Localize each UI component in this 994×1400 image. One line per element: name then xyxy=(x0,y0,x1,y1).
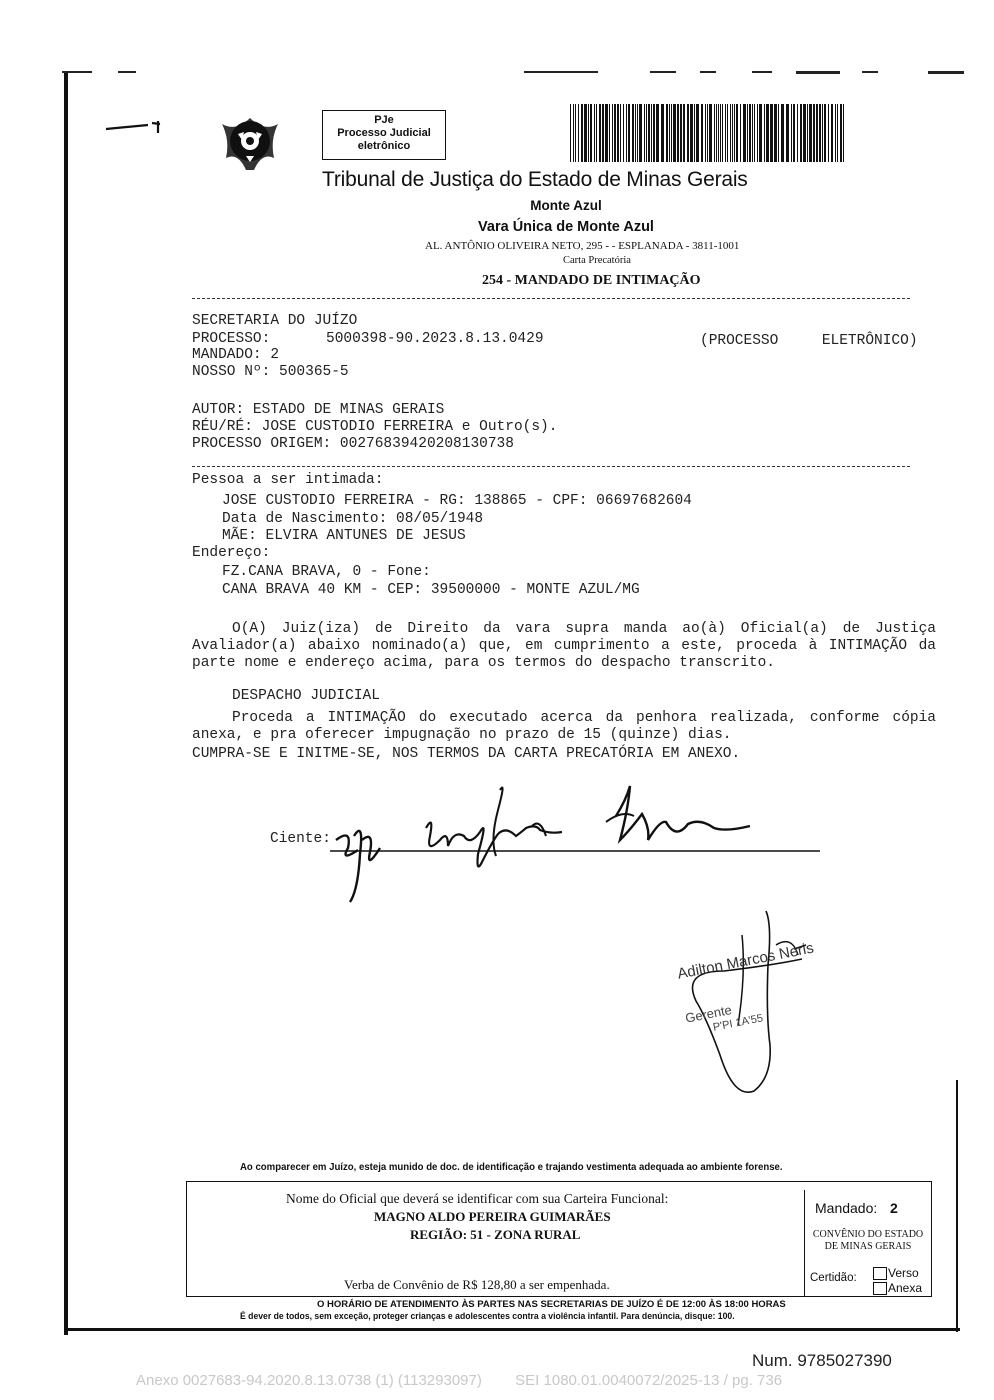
comarca-name: Monte Azul xyxy=(530,198,602,213)
endereco-label: Endereço: xyxy=(192,545,271,561)
coat-of-arms-icon xyxy=(216,112,284,174)
page-left-border xyxy=(64,73,68,1335)
oficial-name: MAGNO ALDO PEREIRA GUIMARÃES xyxy=(374,1209,611,1224)
convenio-line-1: CONVÊNIO DO ESTADO xyxy=(812,1229,924,1240)
dever-line: É dever de todos, sem exceção, proteger crianças e adolescentes contra a violência infantil. Para denúncia, disque: 100. xyxy=(240,1311,735,1321)
certidao-options xyxy=(873,1266,922,1296)
carta-precatoria-label: Carta Precatória xyxy=(563,255,631,266)
convenio-text xyxy=(804,1229,932,1253)
pessoa-birth-line: Data de Nascimento: 08/05/1948 xyxy=(222,511,484,527)
processo-origem-line: PROCESSO ORIGEM: 00276839420208130738 xyxy=(192,436,514,452)
address-line-1: FZ.CANA BRAVA, 0 - Fone: xyxy=(222,564,431,580)
verso-checkbox[interactable] xyxy=(873,1267,887,1280)
nosso-numero-line: NOSSO Nº: 500365-5 xyxy=(192,364,349,380)
stamp-line-1: Adilton Marcos Neris xyxy=(676,939,816,983)
mandado-label: Mandado: xyxy=(815,1200,878,1216)
pessoa-mae-line: MÃE: ELVIRA ANTUNES DE JESUS xyxy=(222,528,466,544)
certidao-label: Certidão: xyxy=(810,1272,857,1284)
anexa-label: Anexa xyxy=(888,1281,923,1295)
secretaria-line: SECRETARIA DO JUÍZO xyxy=(192,313,358,329)
autor-line: AUTOR: ESTADO DE MINAS GERAIS xyxy=(192,402,445,418)
vara-name: Vara Única de Monte Azul xyxy=(478,219,654,235)
verso-label: Verso xyxy=(888,1266,919,1280)
reu-line: RÉU/RÉ: JOSE CUSTODIO FERREIRA e Outro(s). xyxy=(192,419,558,435)
verba-line: Verba de Convênio de R$ 128,80 a ser empenhada. xyxy=(344,1277,610,1292)
stamp-line-3: P'PI 1A'55 xyxy=(712,1012,765,1034)
signature-stamp xyxy=(656,905,856,1100)
separator-top xyxy=(192,298,910,299)
pje-line3: eletrônico xyxy=(357,140,411,152)
page-right-border xyxy=(956,1080,958,1332)
convenio-line-2: DE MINAS GERAIS xyxy=(824,1241,912,1252)
pessoa-name-line: JOSE CUSTODIO FERREIRA - RG: 138865 - CPF: 06697682604 xyxy=(222,493,692,509)
processo-label: PROCESSO: xyxy=(192,331,271,347)
mandado-number: 2 xyxy=(890,1200,898,1216)
pen-mark xyxy=(100,115,170,141)
document-num: Num. 9785027390 xyxy=(752,1351,892,1370)
pessoa-heading: Pessoa a ser intimada: xyxy=(192,472,384,488)
oficial-regiao: REGIÃO: 51 - ZONA RURAL xyxy=(410,1227,581,1242)
despacho-title: DESPACHO JUDICIAL xyxy=(232,688,380,704)
horario-line: O HORÁRIO DE ATENDIMENTO ÀS PARTES NAS SECRETARIAS DE JUÍZO É DE 12:00 ÀS 18:00 HORAS xyxy=(317,1299,786,1310)
processo-tipo: (PROCESSO ELETRÔNICO) xyxy=(700,333,918,349)
mandado-title: 254 - MANDADO DE INTIMAÇÃO xyxy=(482,273,701,288)
pje-badge xyxy=(322,110,446,160)
barcode xyxy=(570,104,846,162)
ciente-label: Ciente: xyxy=(270,831,331,847)
separator-middle xyxy=(192,466,910,467)
cumpra-line: CUMPRA-SE E INITME-SE, NOS TERMOS DA CARTA PRECATÓRIA EM ANEXO. xyxy=(192,746,741,762)
court-title: Tribunal de Justiça do Estado de Minas Gerais xyxy=(322,168,748,191)
intimacao-paragraph: O(A) Juiz(iza) de Direito da vara supra manda ao(à) Oficial(a) de Justiça Avaliador(a) abaixo nominado(a) que, em cumprimento a este, proceda à INTIMAÇÃO da parte nome e endereço acima, para os termos do despacho transcrito. xyxy=(192,621,936,671)
pje-line1: PJe xyxy=(374,114,394,126)
mandado-line: MANDADO: 2 xyxy=(192,347,280,363)
processo-number: 5000398-90.2023.8.13.0429 xyxy=(326,331,544,347)
oficial-label: Nome do Oficial que deverá se identificar com sua Carteira Funcional: xyxy=(286,1191,669,1206)
footer-notice: Ao comparecer em Juízo, esteja munido de doc. de identificação e trajando vestimenta adequada ao ambiente forense. xyxy=(240,1162,783,1173)
anexa-checkbox[interactable] xyxy=(873,1282,887,1295)
stamp-line-2: Gerente xyxy=(684,1002,733,1026)
court-address: AL. ANTÔNIO OLIVEIRA NETO, 295 - - ESPLANADA - 3811-1001 xyxy=(425,240,740,252)
address-line-2: CANA BRAVA 40 KM - CEP: 39500000 - MONTE AZUL/MG xyxy=(222,582,640,598)
watermark-footer: Anexo 0027683-94.2020.8.13.0738 (1) (113293097) SEI 1080.01.0040072/2025-13 / pg. 736 xyxy=(136,1372,783,1389)
page-bottom-border xyxy=(64,1328,960,1331)
signature-ciente xyxy=(330,770,830,910)
scan-top-line xyxy=(62,71,964,73)
pje-line2: Processo Judicial xyxy=(337,127,431,139)
despacho-text: Proceda a INTIMAÇÃO do executado acerca da penhora realizada, conforme cópia anexa, e pra oferecer impugnação no prazo de 15 (quinze) dias. xyxy=(192,710,936,743)
